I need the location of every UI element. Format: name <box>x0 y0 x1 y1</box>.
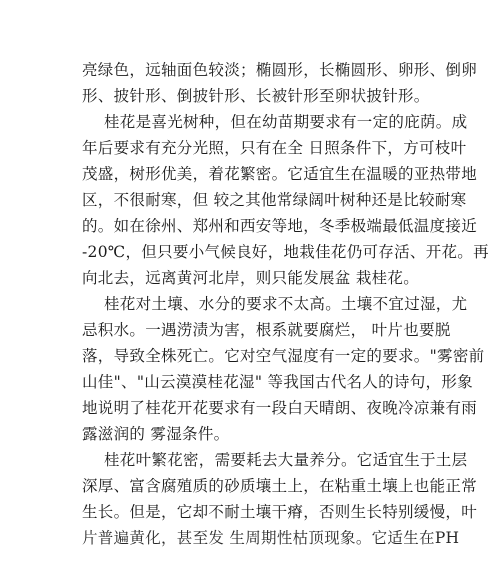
paragraph-first-line: 桂花对土壤、水分的要求不太高。土壤不宜过湿，尤 <box>104 295 468 313</box>
text-line: 亮绿色，远轴面色较淡；椭圆形，长椭圆形、卵形、倒卵 <box>82 61 478 79</box>
text-line: 区，不很耐寒，但 较之其他常绿阔叶树种还是比较耐寒 <box>82 191 467 209</box>
text-line: 忌积水。一遇涝渍为害，根系就要腐烂， 叶片也要脱 <box>82 321 451 339</box>
text-line: 向北去，远离黄河北岸，则只能发展盆 栽桂花。 <box>82 269 420 287</box>
text-line: 露滋润的 雾湿条件。 <box>82 425 230 443</box>
text-line: 茂盛，树形优美，着花繁密。它适宜生在温暖的亚热带地 <box>82 165 478 183</box>
text-line: 年后要求有充分光照，只有在全 日照条件下，方可枝叶 <box>82 139 467 157</box>
paragraph-first-line: 桂花是喜光树种，但在幼苗期要求有一定的庇荫。成 <box>104 113 468 131</box>
text-line: 地说明了桂花开花要求有一段白天晴朗、夜晚冷凉兼有雨 <box>82 399 478 417</box>
text-line: 落，导致全株死亡。它对空气湿度有一定的要求。"雾密前 <box>82 347 485 365</box>
text-line: -20℃，但只要小气候良好，地栽佳花仍可存活、开花。再 <box>82 243 489 261</box>
text-line: 山佳"、"山云漠漠桂花湿" 等我国古代名人的诗句，形象 <box>82 373 473 391</box>
text-line: 的。如在徐州、郑州和西安等地，冬季极端最低温度接近 <box>82 217 478 235</box>
paragraph-first-line: 桂花叶繁花密，需要耗去大量养分。它适宜生于土层 <box>104 451 468 469</box>
text-line: 形、披针形、倒披针形、长被针形至卵状披针形。 <box>82 87 430 105</box>
text-line: 片普遍黄化，甚至发 生周期性枯顶现象。它适生在PH <box>82 529 460 547</box>
text-line: 深厚、富含腐殖质的砂质壤土上，在粘重土壤上也能正常 <box>82 477 478 495</box>
text-line: 生长。但是，它却不耐土壤干瘠，否则生长特别缓慢，叶 <box>82 503 478 521</box>
